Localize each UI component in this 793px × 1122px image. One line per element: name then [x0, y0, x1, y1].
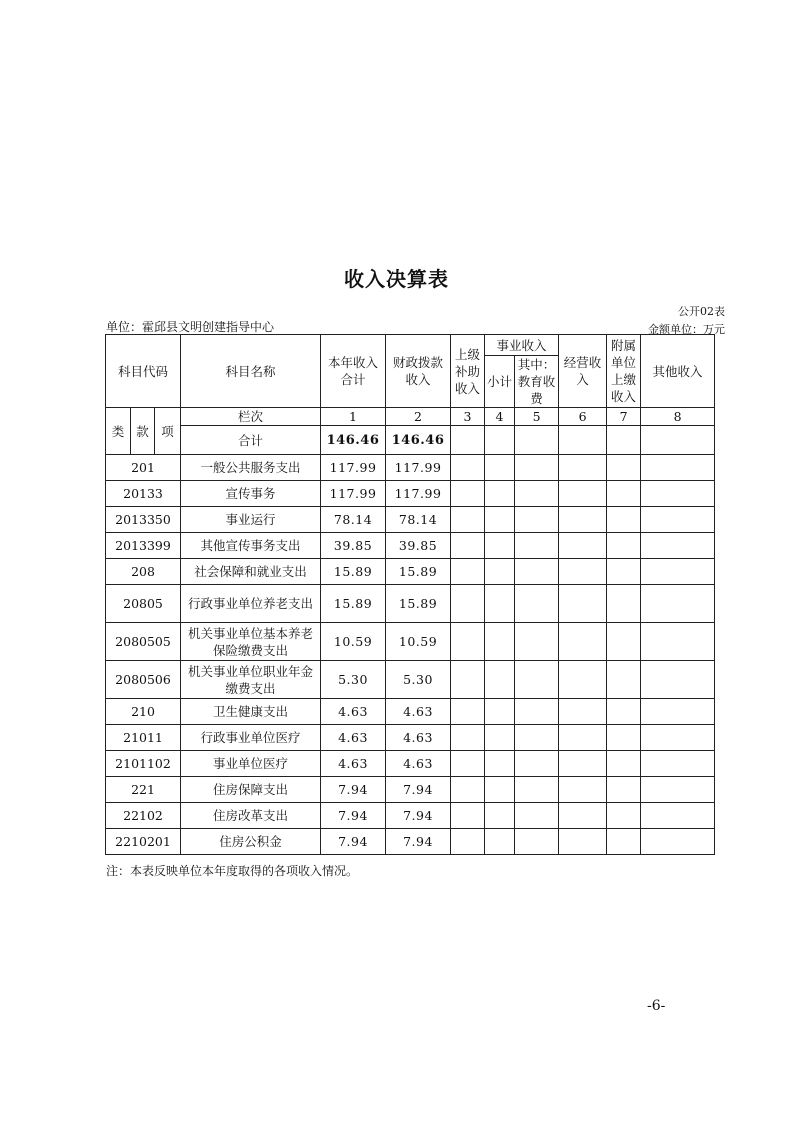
empty-cell	[515, 661, 559, 699]
empty-cell	[607, 725, 641, 751]
row-code: 210	[106, 699, 181, 725]
empty-cell	[641, 585, 715, 623]
row-fiscal-income: 7.94	[386, 829, 451, 855]
row-name: 卫生健康支出	[181, 699, 321, 725]
header-edu-fee: 其中：教育收费	[515, 356, 559, 408]
empty-cell	[515, 507, 559, 533]
total-row	[106, 426, 715, 455]
empty-cell	[485, 623, 515, 661]
empty-cell	[559, 585, 607, 623]
empty-cell	[451, 751, 485, 777]
empty-cell	[451, 623, 485, 661]
empty-cell	[607, 777, 641, 803]
row-total-income: 5.30	[321, 661, 386, 699]
col-num: 6	[559, 408, 607, 426]
row-code: 208	[106, 559, 181, 585]
row-code: 221	[106, 777, 181, 803]
empty-cell	[515, 623, 559, 661]
empty-cell	[515, 725, 559, 751]
empty-cell	[559, 777, 607, 803]
empty-cell	[485, 507, 515, 533]
empty-cell	[641, 507, 715, 533]
empty-cell	[451, 559, 485, 585]
empty-cell	[451, 507, 485, 533]
empty-cell	[559, 829, 607, 855]
row-fiscal-income: 10.59	[386, 623, 451, 661]
row-fiscal-income: 78.14	[386, 507, 451, 533]
empty-cell	[559, 803, 607, 829]
row-fiscal-income: 4.63	[386, 751, 451, 777]
row-total-income: 117.99	[321, 455, 386, 481]
empty-cell	[641, 777, 715, 803]
empty-cell	[559, 623, 607, 661]
row-code: 2080506	[106, 661, 181, 699]
table-row	[106, 559, 715, 585]
empty-cell	[451, 455, 485, 481]
empty-cell	[451, 725, 485, 751]
row-name: 一般公共服务支出	[181, 455, 321, 481]
row-fiscal-income: 15.89	[386, 585, 451, 623]
empty-cell	[485, 803, 515, 829]
header-upper-subsidy: 上级补助收入	[451, 335, 485, 408]
row-total-income: 39.85	[321, 533, 386, 559]
col-num: 5	[515, 408, 559, 426]
empty-cell	[607, 751, 641, 777]
empty-cell	[515, 829, 559, 855]
empty-cell	[515, 533, 559, 559]
row-total-income: 4.63	[321, 725, 386, 751]
empty-cell	[515, 699, 559, 725]
empty-cell	[641, 725, 715, 751]
empty-cell	[607, 661, 641, 699]
empty-cell	[559, 725, 607, 751]
row-code: 2210201	[106, 829, 181, 855]
empty-cell	[485, 777, 515, 803]
empty-cell	[485, 559, 515, 585]
row-fiscal-income: 7.94	[386, 803, 451, 829]
empty-cell	[451, 533, 485, 559]
empty-cell	[451, 585, 485, 623]
row-name: 机关事业单位职业年金缴费支出	[181, 661, 321, 699]
empty-cell	[559, 533, 607, 559]
row-fiscal-income: 39.85	[386, 533, 451, 559]
row-name: 宣传事务	[181, 481, 321, 507]
fiscal-income-value: 146.46	[386, 426, 451, 455]
empty-cell	[607, 803, 641, 829]
empty-cell	[485, 661, 515, 699]
empty-cell	[559, 751, 607, 777]
row-fiscal-income: 15.89	[386, 559, 451, 585]
row-total-income: 117.99	[321, 481, 386, 507]
empty-cell	[559, 507, 607, 533]
row-code: 2013399	[106, 533, 181, 559]
header-business-income: 事业收入	[485, 335, 559, 356]
empty-cell	[451, 661, 485, 699]
header-affiliated-income: 附属单位上缴收入	[607, 335, 641, 408]
row-name: 住房公积金	[181, 829, 321, 855]
header-item: 项	[155, 408, 181, 455]
empty-cell	[515, 481, 559, 507]
empty-cell	[515, 455, 559, 481]
row-name: 行政事业单位医疗	[181, 725, 321, 751]
empty-cell	[559, 481, 607, 507]
empty-cell	[451, 481, 485, 507]
col-num: 4	[485, 408, 515, 426]
empty-cell	[451, 699, 485, 725]
col-num: 3	[451, 408, 485, 426]
empty-cell	[641, 699, 715, 725]
row-total-income: 4.63	[321, 751, 386, 777]
empty-cell	[485, 751, 515, 777]
empty-cell	[607, 533, 641, 559]
empty-cell	[559, 455, 607, 481]
row-name: 住房改革支出	[181, 803, 321, 829]
empty-cell	[559, 559, 607, 585]
empty-cell	[515, 585, 559, 623]
row-total-income: 4.63	[321, 699, 386, 725]
empty-cell	[607, 699, 641, 725]
row-total-income: 15.89	[321, 559, 386, 585]
table-row	[106, 533, 715, 559]
header-total-income: 本年收入合计	[321, 335, 386, 408]
row-code: 201	[106, 455, 181, 481]
empty-cell	[641, 661, 715, 699]
empty-cell	[641, 559, 715, 585]
row-total-income: 10.59	[321, 623, 386, 661]
empty-cell	[485, 455, 515, 481]
row-code: 20805	[106, 585, 181, 623]
empty-cell	[607, 585, 641, 623]
unit-label: 单位：霍邱县文明创建指导中心	[106, 320, 275, 334]
empty-cell	[607, 481, 641, 507]
empty-cell	[559, 661, 607, 699]
row-fiscal-income: 117.99	[386, 455, 451, 481]
col-num: 1	[321, 408, 386, 426]
row-name: 其他宣传事务支出	[181, 533, 321, 559]
header-subtotal: 小计	[485, 356, 515, 408]
empty-cell	[515, 559, 559, 585]
table-row	[106, 803, 715, 829]
table-row	[106, 829, 715, 855]
empty-cell	[607, 559, 641, 585]
empty-cell	[641, 481, 715, 507]
row-total-income: 7.94	[321, 829, 386, 855]
empty-cell	[641, 623, 715, 661]
row-code: 2080505	[106, 623, 181, 661]
empty-cell	[451, 803, 485, 829]
header-fiscal-income: 财政拨款收入	[386, 335, 451, 408]
table-row	[106, 585, 715, 623]
table-row	[106, 661, 715, 699]
row-fiscal-income: 5.30	[386, 661, 451, 699]
col-num: 8	[641, 408, 715, 426]
page-number: -6-	[647, 998, 666, 1014]
header-section: 款	[131, 408, 155, 455]
row-code: 21011	[106, 725, 181, 751]
header-category: 类	[106, 408, 131, 455]
row-fiscal-income: 7.94	[386, 777, 451, 803]
empty-cell	[559, 699, 607, 725]
header-name: 科目名称	[181, 335, 321, 408]
empty-cell	[451, 777, 485, 803]
empty-cell	[607, 507, 641, 533]
col-num: 7	[607, 408, 641, 426]
table-row	[106, 699, 715, 725]
col-num: 2	[386, 408, 451, 426]
amount-unit-label: 金额单位：万元	[648, 323, 725, 336]
total-label: 合计	[181, 426, 321, 455]
row-fiscal-income: 117.99	[386, 481, 451, 507]
empty-cell	[641, 533, 715, 559]
row-name: 社会保障和就业支出	[181, 559, 321, 585]
table-row	[106, 481, 715, 507]
empty-cell	[485, 533, 515, 559]
row-total-income: 7.94	[321, 777, 386, 803]
row-name: 事业单位医疗	[181, 751, 321, 777]
row-name: 住房保障支出	[181, 777, 321, 803]
row-total-income: 78.14	[321, 507, 386, 533]
empty-cell	[607, 829, 641, 855]
row-name: 事业运行	[181, 507, 321, 533]
row-name: 行政事业单位养老支出	[181, 585, 321, 623]
row-total-income: 7.94	[321, 803, 386, 829]
empty-cell	[641, 803, 715, 829]
empty-cell	[515, 751, 559, 777]
table-row	[106, 751, 715, 777]
header-column-order: 栏次	[181, 408, 321, 426]
empty-cell	[641, 751, 715, 777]
table-row	[106, 725, 715, 751]
empty-cell	[451, 829, 485, 855]
row-name: 机关事业单位基本养老保险缴费支出	[181, 623, 321, 661]
empty-cell	[607, 455, 641, 481]
empty-cell	[485, 725, 515, 751]
total-income-value: 146.46	[321, 426, 386, 455]
row-code: 20133	[106, 481, 181, 507]
empty-cell	[485, 585, 515, 623]
empty-cell	[485, 829, 515, 855]
row-code: 22102	[106, 803, 181, 829]
empty-cell	[515, 777, 559, 803]
row-fiscal-income: 4.63	[386, 699, 451, 725]
row-code: 2101102	[106, 751, 181, 777]
row-total-income: 15.89	[321, 585, 386, 623]
header-code: 科目代码	[106, 335, 181, 408]
empty-cell	[485, 699, 515, 725]
income-table	[105, 334, 715, 855]
header-operating-income: 经营收入	[559, 335, 607, 408]
table-row	[106, 455, 715, 481]
page-title: 收入决算表	[344, 267, 449, 291]
row-fiscal-income: 4.63	[386, 725, 451, 751]
form-number: 公开02表	[678, 305, 725, 318]
row-code: 2013350	[106, 507, 181, 533]
empty-cell	[485, 481, 515, 507]
empty-cell	[515, 803, 559, 829]
table-row	[106, 623, 715, 661]
empty-cell	[607, 623, 641, 661]
table-row	[106, 777, 715, 803]
table-row	[106, 507, 715, 533]
header-other-income: 其他收入	[641, 335, 715, 408]
empty-cell	[641, 455, 715, 481]
table-note: 注：本表反映单位本年度取得的各项收入情况。	[106, 864, 359, 878]
empty-cell	[641, 829, 715, 855]
